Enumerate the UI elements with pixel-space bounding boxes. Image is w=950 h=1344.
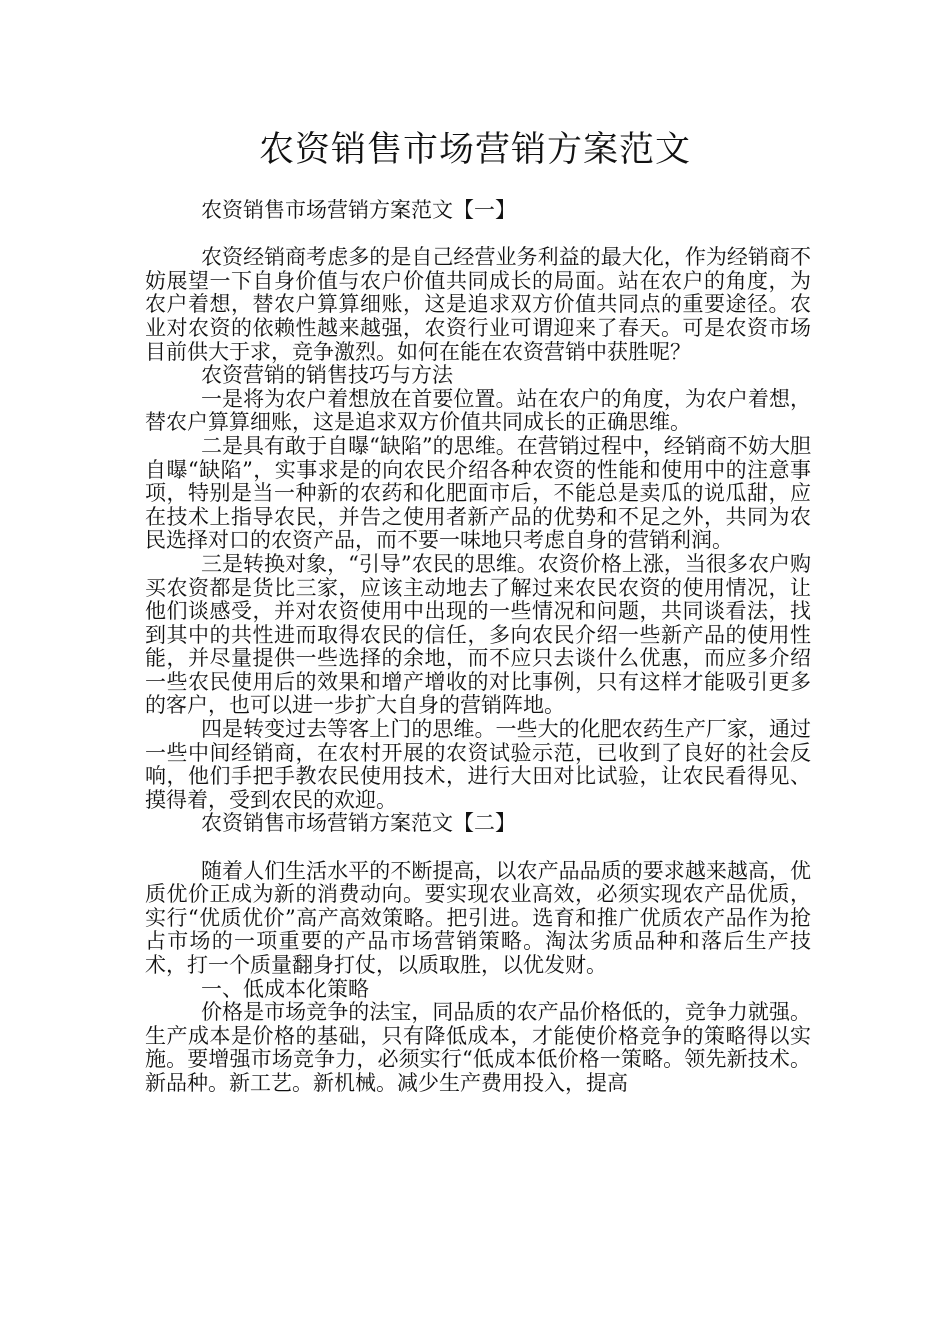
body-paragraph: 三是转换对象，“引导”农民的思维。农资价格上涨，当很多农户购买农资都是货比三家，应该主动地去了解过来农民农资的使用情况，让他们谈感受，并对农资使用中出现的一些情况和问题，共同谈看法，找到其中的共性进而取得农民的信任，多向农民介绍一些新产品的使用性能，并尽量提供一些选择的余地，而不应只去谈什么优惠，而应多介绍一些农民使用后的效果和增产增收的对比事例，只有这样才能吸引更多的客户，也可以进一步扩大自身的营销阵地。: [145, 551, 811, 718]
section-heading-2: 农资销售市场营销方案范文【二】: [201, 811, 516, 836]
body-paragraph: 四是转变过去等客上门的思维。一些大的化肥农药生产厂家，通过一些中间经销商，在农村开展的农资试验示范，已收到了良好的社会反响，他们手把手教农民使用技术，进行大田对比试验，让农民看得见、摸得着，受到农民的欢迎。: [145, 717, 811, 812]
body-paragraph: 随着人们生活水平的不断提高，以农产品品质的要求越来越高，优质优价正成为新的消费动向。要实现农业高效，必须实现农产品优质，实行“优质优价”高产高效策略。把引进。选育和推广优质农产品作为抢占市场的一项重要的产品市场营销策略。淘汰劣质品种和落后生产技术，打一个质量翻身打仗，以质取胜，以优发财。: [145, 858, 811, 977]
section-heading-1: 农资销售市场营销方案范文【一】: [201, 198, 516, 222]
body-paragraph: 价格是市场竞争的法宝，同品质的农产品价格低的，竞争力就强。生产成本是价格的基础，只有降低成本，才能使价格竞争的策略得以实施。要增强市场竞争力，必须实行“低成本低价格一策略。领先新技术。新品种。新工艺。新机械。减少生产费用投入，提高: [145, 1000, 811, 1095]
document-body: [145, 199, 811, 1096]
body-paragraph: 二是具有敢于自曝“缺陷”的思维。在营销过程中，经销商不妨大胆自曝“缺陷”，实事求是的向农民介绍各种农资的性能和使用中的注意事项，特别是当一种新的农药和化肥面市后，不能总是卖瓜的说瓜甜，应在技术上指导农民，并告之使用者新产品的优势和不足之外，共同为农民选择对口的农资产品，而不要一味地只考虑自身的营销利润。: [145, 433, 811, 553]
subheading: 一、低成本化策略: [201, 976, 369, 1001]
body-paragraph: 农资经销商考虑多的是自己经营业务利益的最大化，作为经销商不妨展望一下自身价值与农户价值共同成长的局面。站在农户的角度，为农户着想，替农户算算细账，这是追求双方价值共同点的重要途径。农业对农资的依赖性越来越强，农资行业可谓迎来了春天。可是农资市场目前供大于求，竞争激烈。如何在能在农资营销中获胜呢？: [145, 245, 811, 364]
body-paragraph: 一是将为农户着想放在首要位置。站在农户的角度，为农户着想，替农户算算细账，这是追求双方价值共同成长的正确思维。: [145, 386, 811, 435]
subheading: 农资营销的销售技巧与方法: [201, 363, 453, 388]
document-title: 农资销售市场营销方案范文: [258, 130, 691, 170]
